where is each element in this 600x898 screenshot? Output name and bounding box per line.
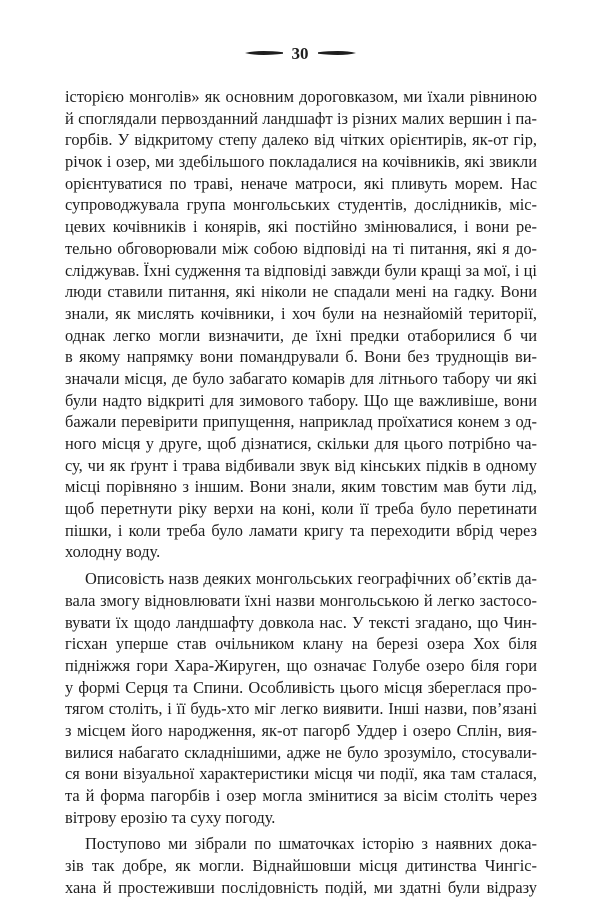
body-text xyxy=(65,86,537,898)
text-line: історією монголів» як основним дороговказом, ми їхали рівниною xyxy=(65,87,537,106)
paragraph-3 xyxy=(65,833,537,898)
text-line: знали, як мислять кочівники, і хоч були на незнайомій території, xyxy=(65,303,537,323)
text-line: підніжжя гори Хара-Жируген, що означає Голубе озеро біля гори xyxy=(65,655,537,675)
text-line: з місцем його народження, як-от пагорб Уддер і озеро Сплін, вия- xyxy=(65,720,537,740)
text-line: тягом століть, і її будь-хто міг легко виявити. Інші назви, пов’язані xyxy=(65,699,537,719)
swash-ornament-right-icon xyxy=(317,48,357,58)
text-line: ся вони візуальної характеристики місця чи події, яка там сталася, xyxy=(65,764,537,784)
text-line: у формі Серця та Спини. Особливість цього місця збереглася про- xyxy=(65,677,537,697)
text-line: вала змогу відновлювати їхні назви монгольською й легко застосо- xyxy=(65,590,537,610)
text-line: в якому напрямку вони помандрували б. Вони без труднощів ви- xyxy=(65,347,537,367)
text-line: місці порівняно з іншим. Вони знали, яким товстим мав бути лід, xyxy=(65,477,537,497)
text-line: зів так добре, як могли. Віднайшовши місця дитинства Чингіс- xyxy=(65,856,537,876)
page-number: 30 xyxy=(291,43,309,63)
text-line: бажали перевірити припущення, наприклад проїхатися конем з од- xyxy=(65,412,537,432)
text-line: сліджував. Їхні судження та відповіді завжди були кращі за мої, і ці xyxy=(65,260,537,280)
text-line: тельно обговорювали між собою відповіді на ті питання, які я до- xyxy=(65,238,537,258)
text-line: су, чи як ґрунт і трава відбивали звук від кінських підків в одному xyxy=(65,455,537,475)
text-line: холодну воду. xyxy=(65,542,161,562)
swash-ornament-left-icon xyxy=(244,48,284,58)
text-line: вувати їх щодо ландшафту довкола нас. У тексті згадано, що Чин- xyxy=(65,612,537,632)
text-line: супроводжувала група монгольських студентів, дослідників, міс- xyxy=(65,195,537,215)
text-line: цевих кочівників і конярів, які постійно змінювалися, і вони ре- xyxy=(65,217,537,237)
text-line: однак легко могли визначити, де їхні предки отаборилися б чи xyxy=(65,325,537,345)
text-line: ного місця у друге, щоб дізнатися, скільки для цього потрібно ча- xyxy=(65,434,537,453)
paragraph-1 xyxy=(65,86,537,563)
text-line: значали місця, де було забагато комарів для літнього табору чи які xyxy=(65,368,537,388)
text-line: горбів. У відкритому степу далеко від чітких орієнтирів, як-от гір, xyxy=(65,130,537,150)
text-line: щоб перетнути ріку верхи на коні, коли її треба було перетинати xyxy=(65,499,537,519)
text-line: й споглядали первозданний ландшафт із різних малих вершин і па- xyxy=(65,108,537,128)
text-line: орієнтуватися по траві, неначе матроси, які пливуть морем. Нас xyxy=(65,173,537,193)
text-line: Описовість назв деяких монгольських географічних об’єктів да- xyxy=(85,569,537,589)
text-line: річок і озер, ми здебільшого покладалися на кочівників, які звикли xyxy=(65,152,537,172)
paragraph-2 xyxy=(65,568,537,828)
text-line: люди ставили питання, які ніколи не спадали мені на гадку. Вони xyxy=(65,282,537,302)
text-line: хана й простеживши послідовність подій, ми здатні були відразу xyxy=(65,877,537,897)
text-line: та й форма пагорбів і озер могла змінитися за вісім століть через xyxy=(65,786,537,805)
text-line: були надто відкриті для зимового табору. Що ще важливіше, вони xyxy=(65,390,537,410)
page-header xyxy=(0,40,600,66)
text-line: Поступово ми зібрали по шматочках історію з наявних дока- xyxy=(85,834,537,854)
text-line: вітрову ерозію та суху погоду. xyxy=(65,807,276,827)
text-line: вилися набагато складнішими, адже не було зрозуміло, стосували- xyxy=(65,742,537,762)
text-line: пішки, і коли треба було ламати кригу та переходити вбрід через xyxy=(65,520,537,540)
text-line: гісхан уперше став очільником клану на березі озера Хох біля xyxy=(65,634,537,654)
